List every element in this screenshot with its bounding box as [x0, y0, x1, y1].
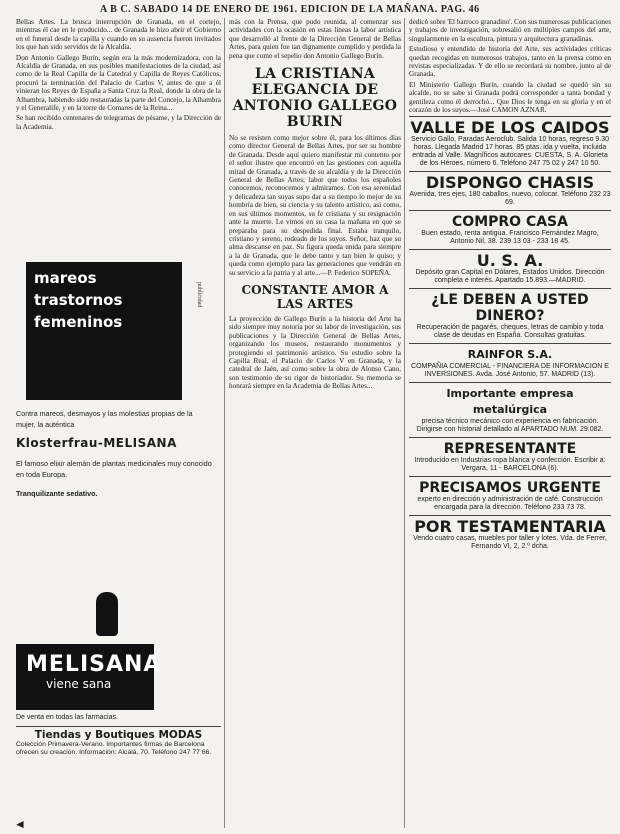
col1-para: Don Antonio Gallego Burín, según era la más modernizadora, con la Alcaldía de Granada, en sus posibles manifestaciones de la ciudad, así como de la Real Capilla de la Catedral y Capilla de Reyes Católicos, procuró la terminación del Palacio de Carlos V, antes de que a él vinieran los Reyes de España a Santa Cruz la Real, donde la obra de la Alhambra, habiendo sido restauradas la parte del Concejo, la Alhambra y el Generalife, y en la torre de Comares de la Reina...: [16, 53, 221, 113]
page-header: A B C. SABADO 14 DE ENERO DE 1961. EDICION DE LA MAÑANA. PAG. 46: [100, 4, 480, 15]
classified-ad-title: U. S. A.: [476, 251, 544, 271]
classified-ad-body: COMPAÑIA COMERCIAL - FINANCIERA DE INFORMACION E INVERSIONES. Avda. José Antonio, 57. MADRID (13).: [411, 363, 609, 379]
col3-para: dedicó sobre 'El barroco granadino'. Con sus numerosas publicaciones y trabajos de investigación, sobresalió en múltiples campos del arte, singularmente en la escultura, pintura y arquitectura granadinas.: [409, 18, 611, 43]
column-2: [224, 18, 401, 828]
classified-ad-title: POR TESTAMENTARIA: [414, 517, 606, 537]
col3-para: Estudioso y entendido de historia del Arte, sus actividades críticas quedan recogidas en numerosos trabajos, tanto en la prensa como en revistas especializadas. Y de ello se recordará su nombre, junto al de Granada.: [409, 45, 611, 79]
classified-ad-title: VALLE DE LOS CAIDOS: [410, 118, 610, 138]
classified-ad: [409, 343, 611, 382]
classified-ad: [409, 116, 611, 171]
classified-ad-body: precisa técnico mecánico con experiencia en fabricación. Dirigirse con historial detallado al APARTADO NUM. 29.082.: [416, 418, 604, 434]
side-tag: publicidad: [196, 282, 202, 308]
classified-ad-title: ¿LE DEBEN A USTED DINERO?: [431, 292, 589, 325]
mareos-line: trastornos: [34, 291, 123, 309]
classified-ad: [409, 288, 611, 343]
classified-ad: [409, 171, 611, 210]
col3-para: El Ministerio Gallego Burín, cuando la ciudad se quedó sin su alcalde, no se sabe si Granada podrá corresponder a tanta bondad y gentileza como él derrochó... Que Dios le tenga en su gloria y en el corazón de los suyos.—José CAMON AZNAR.: [409, 80, 611, 115]
classified-ad-title: REPRESENTANTE: [443, 441, 577, 458]
col2-para: No se resisten como mejor sobre él, para los últimos días como director General de Bellas Artes, por ser su hombre de Granada. Desde aquí quiero manifestar mi contento por el señor ilustre que encontró en las gestiones con aquella mitad de Granada, a través de su alcaldía y de la Dirección General de Bellas Artes; labor que todos los españoles conocemos, reconocemos y admiramos. Con esa serenidad y delicadeza tan suyas supo dar a su tiempo lo mejor de su hombría de bien, su ciencia y su talento artístico, así como, en sus últimos momentos, su fe cristiana y su resignación ante la muerte. Le vimos en su casa la mañana en que se preparaba para su despedida final. Estaba tranquilo, cristiano y sereno, rodeado de los suyos. Señor, haz que su alma descanse en paz. Su figura queda unida para siempre a la de Granada, que le debe tanto y tan bien le quiso; y queda como ejemplo para las generaciones que vendrán en su servicio a la patria y al arte...—P. Federico SOPEÑA.: [229, 134, 401, 277]
classified-ads: [409, 116, 611, 554]
col1-para: Se han recibido centenares de telegramas de pésame, y la Dirección de la Academia.: [16, 114, 221, 131]
melisana-footer: De venta en todas las farmacias.: [16, 714, 118, 721]
mareos-line: mareos: [34, 269, 97, 287]
classified-ad-title: COMPRO CASA: [452, 214, 568, 231]
modas-advertisement: [16, 726, 221, 757]
melisana-logo-sub: viene sana: [46, 677, 112, 691]
classified-ad-body: Buen estado, renta antigua. Francisco Fernández Magro, Antonio Nil, 38. 239 13 03 - 233 18 45.: [421, 230, 599, 246]
classified-ad: [409, 515, 611, 554]
col2-para: La proyección de Gallego Burín a la historia del Arte ha sido siempre muy notoria por su labor de investigación, sus publicaciones y la Dirección General de Bellas Artes, organizando los museos, restaurando monumentos y protegiendo el patrimonio artístico. Su estudio sobre la Capilla Real, el Palacio de Carlos V en Granada, y la catedral de Jaén, así como sobre la obra de Alonso Cano, son testimonio de su rigor de historiador. Su memoria se honrará siempre en la Academia de Bellas Artes...: [229, 314, 401, 391]
classified-ad: [409, 476, 611, 515]
classified-ad-body: Servicio Gallo, Paradas Aeroclub. Salida 10 horas, regreso 9.30 horas. Llegada Madrid 17 horas. 85 ptas. ida y vuelta, incluida entrada al Valle. Magníficos autocares. CUESTA, S. A. Glorieta de los Héroes, número 6. Teléfono 247 75 02 y 247 10 50.: [410, 136, 610, 168]
melisana-brand: Klosterfrau-MELISANA: [16, 436, 177, 450]
classified-ad-body: Depósito gran Capital en Dólares, Estados Unidos. Dirección completa e interés. Apartado 15.893.—MADRID.: [415, 269, 605, 285]
classified-ad-title: DISPONGO CHASIS: [425, 173, 595, 193]
article-title-2: CONSTANTE AMOR A LAS ARTES: [241, 282, 389, 311]
mareos-line: femeninos: [34, 313, 123, 331]
modas-body: Colección Primavera-Verano. Importantes firmas de Barcelona ofrecen su creación. Información: Alcalá, 70. Teléfono 247 77 66.: [16, 741, 212, 756]
classified-ad-title: Importante empresa metalúrgica: [446, 387, 574, 417]
classified-ad: [409, 437, 611, 476]
article-title-1: LA CRISTIANA ELEGANCIA DE ANTONIO GALLEGO BURIN: [232, 66, 398, 131]
classified-ad-body: Recuperación de pagarés, cheques, letras de cambio y toda clase de deudas en España. Consultas gratuitas.: [416, 324, 604, 340]
bottle-image: [96, 592, 118, 636]
melisana-advertisement: [16, 262, 221, 772]
melisana-logo-box: [16, 644, 162, 710]
classified-ad-body: Avenida, tres ejes, 180 caballos, nuevo, colocar. Teléfono 232 23 69.: [409, 191, 611, 207]
col1-para: Bellas Artes. La brusca interrupción de Granada, en el cortejo, mientras él cae en le producido... de Granada le hizo abrir el Gobierno en el funeral desde la capilla y cuando en su ausencia fueron invitados los que han sido servidos de la Alcaldía.: [16, 18, 221, 52]
melisana-logo: MELISANA: [26, 652, 162, 677]
classified-ad: [409, 382, 611, 437]
footer-arrow-icon: ◄: [14, 817, 26, 831]
melisana-text-1: Contra mareos, desmayos y las molestias propias de la mujer, la auténtica: [16, 409, 193, 429]
mareos-banner: [26, 262, 182, 400]
classified-ad: [409, 249, 611, 288]
classified-ad-body: Introducido en Industrias ropa blanca y confección. Escribir a: Vergara, 11 - BARCELONA (6).: [414, 457, 606, 473]
classified-ad-body: Vendo cuatro casas, muebles por taller y lotes. Vda. de Ferrer, Fernando VI, 2, 2.º dcha.: [413, 535, 607, 551]
melisana-text-3: Tranquilizante sedativo.: [16, 489, 98, 498]
classified-ad-body: experto en dirección y administración de café. Construcción encargada para la dirección. Teléfono 233 73 78.: [417, 496, 603, 512]
classified-ad: [409, 210, 611, 249]
classified-ad-title: RAINFOR S.A.: [467, 348, 553, 362]
modas-title: Tiendas y Boutiques MODAS: [34, 729, 203, 741]
col2-para: más con la Prensa, que pudo reunida, al comenzar sus actividades con la ocasión en estas líneas la labor artística que desarrolló al frente de la Dirección General de Bellas Artes, para quien fue tan dignamente cumplido y perdida la pena que como el sepelio don Antonio Gallego Burín.: [229, 18, 401, 60]
classified-ad-title: PRECISAMOS URGENTE: [419, 480, 601, 497]
column-3: [404, 18, 611, 828]
melisana-text-2: El famoso elixir alemán de plantas medicinales muy conocido en toda Europa.: [16, 459, 212, 479]
